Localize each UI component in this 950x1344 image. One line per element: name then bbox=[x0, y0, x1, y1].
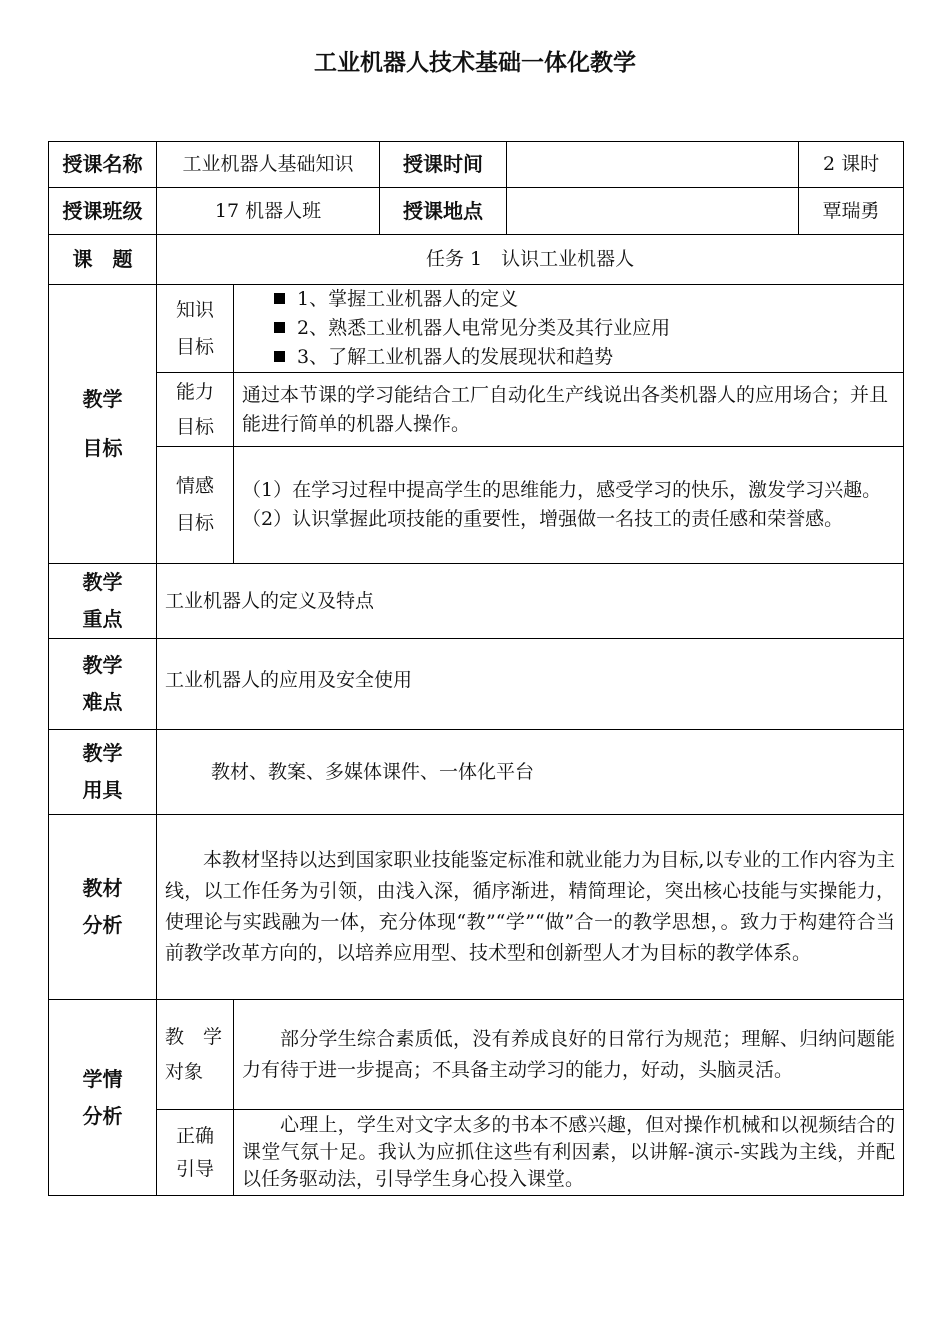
students-label-line2: 分析 bbox=[82, 1103, 123, 1128]
row-students-target bbox=[49, 1000, 904, 1110]
row-class bbox=[49, 188, 904, 235]
row-tools bbox=[49, 730, 904, 815]
students-label-line1: 学情 bbox=[82, 1066, 123, 1091]
students-guide-label-line2: 引导 bbox=[175, 1157, 214, 1180]
material-value: 本教材坚持以达到国家职业技能鉴定标准和就业能力为目标,以专业的工作内容为主线，以工作任务为引领，由浅入深，循序渐进，精简理论，突出核心技能与实操能力，使理论与实践融为一体，充分体现“教”“学”“做”合一的教学思想，。致力于构建符合当前教学改革方向的，以培养应用型、技术型和创新型人才为目标的教学体系。 bbox=[157, 815, 904, 1000]
emotion-item-2: （2）认识掌握此项技能的重要性，增强做一名技工的责任感和荣誉感。 bbox=[242, 508, 844, 530]
row-students-guide bbox=[49, 1110, 904, 1196]
goals-label-line1: 教学 bbox=[82, 387, 123, 411]
document-title: 工业机器人技术基础一体化教学 bbox=[314, 50, 636, 76]
row-emotion-goal bbox=[49, 447, 904, 564]
goals-label-line2: 目标 bbox=[82, 436, 123, 460]
students-target-text: 部分学生综合素质低，没有养成良好的日常行为规范；理解、归纳问题能力有待于进一步提高；不具备主动学习的能力，好动，头脑灵活。 bbox=[234, 1000, 904, 1110]
goals-label bbox=[49, 285, 157, 564]
tools-label bbox=[49, 730, 157, 815]
ability-goal-label bbox=[157, 373, 234, 447]
list-item bbox=[274, 285, 895, 314]
square-bullet-icon bbox=[274, 351, 285, 362]
course-name-value: 工业机器人基础知识 bbox=[157, 142, 380, 188]
place-label: 授课地点 bbox=[380, 188, 507, 235]
key-points-label-line2: 重点 bbox=[82, 607, 123, 631]
lesson-plan-table bbox=[48, 141, 904, 1196]
material-label bbox=[49, 815, 157, 1000]
key-points-value: 工业机器人的定义及特点 bbox=[157, 564, 904, 639]
students-guide-text: 心理上，学生对文字太多的书本不感兴趣，但对操作机械和以视频结合的课堂气氛十足。我认为应抓住这些有利因素，以讲解-演示-实践为主线，并配以任务驱动法，引导学生身心投入课堂。 bbox=[234, 1110, 904, 1196]
square-bullet-icon bbox=[274, 322, 285, 333]
hours-value: 2 课时 bbox=[799, 142, 904, 188]
row-topic bbox=[49, 235, 904, 285]
knowledge-item-1: 1、掌握工业机器人的定义 bbox=[297, 288, 519, 310]
row-ability-goal bbox=[49, 373, 904, 447]
emotion-goal-text bbox=[234, 447, 904, 564]
students-guide-label-line1: 正确 bbox=[175, 1124, 214, 1147]
emotion-goal-label-line1: 情感 bbox=[175, 475, 214, 497]
knowledge-goal-label bbox=[157, 285, 234, 373]
difficulties-value: 工业机器人的应用及安全使用 bbox=[157, 639, 904, 730]
square-bullet-icon bbox=[274, 293, 285, 304]
knowledge-goal-label-line2: 目标 bbox=[175, 335, 214, 358]
tools-value: 教材、教案、多媒体课件、一体化平台 bbox=[157, 730, 904, 815]
knowledge-item-3: 3、了解工业机器人的发展现状和趋势 bbox=[297, 346, 614, 368]
course-name-label: 授课名称 bbox=[49, 142, 157, 188]
knowledge-item-2: 2、熟悉工业机器人电常见分类及其行业应用 bbox=[297, 317, 671, 339]
students-guide-label bbox=[157, 1110, 234, 1196]
tools-label-line1: 教学 bbox=[82, 741, 123, 765]
knowledge-goal-list bbox=[234, 285, 904, 373]
row-key-points bbox=[49, 564, 904, 639]
emotion-goal-label bbox=[157, 447, 234, 564]
ability-goal-text: 通过本节课的学习能结合工厂自动化生产线说出各类机器人的应用场合；并且能进行简单的机器人操作。 bbox=[234, 373, 904, 447]
class-label: 授课班级 bbox=[49, 188, 157, 235]
key-points-label bbox=[49, 564, 157, 639]
row-material bbox=[49, 815, 904, 1000]
students-label bbox=[49, 1000, 157, 1196]
difficulties-label bbox=[49, 639, 157, 730]
material-label-line1: 教材 bbox=[82, 876, 123, 900]
row-difficulties bbox=[49, 639, 904, 730]
material-label-line2: 分析 bbox=[82, 913, 123, 937]
list-item bbox=[274, 343, 895, 372]
students-target-label-line2: 对象 bbox=[165, 1060, 204, 1083]
topic-label: 课 题 bbox=[49, 235, 157, 285]
difficulties-label-line1: 教学 bbox=[82, 653, 123, 677]
students-target-label-line1: 教 学 bbox=[165, 1025, 223, 1048]
emotion-goal-label-line2: 目标 bbox=[175, 512, 214, 534]
tools-label-line2: 用具 bbox=[82, 778, 123, 802]
time-value bbox=[507, 142, 799, 188]
place-value bbox=[507, 188, 799, 235]
ability-goal-label-line2: 目标 bbox=[175, 415, 214, 438]
difficulties-label-line2: 难点 bbox=[82, 690, 123, 714]
row-knowledge-goal bbox=[49, 285, 904, 373]
row-course bbox=[49, 142, 904, 188]
students-target-label bbox=[157, 1000, 234, 1110]
time-label: 授课时间 bbox=[380, 142, 507, 188]
topic-value: 任务 1 认识工业机器人 bbox=[157, 235, 904, 285]
knowledge-goal-label-line1: 知识 bbox=[175, 298, 214, 321]
list-item bbox=[274, 314, 895, 343]
class-value: 17 机器人班 bbox=[157, 188, 380, 235]
key-points-label-line1: 教学 bbox=[82, 570, 123, 594]
emotion-item-1: （1）在学习过程中提高学生的思维能力，感受学习的快乐，激发学习兴趣。 bbox=[242, 479, 882, 501]
ability-goal-label-line1: 能力 bbox=[175, 380, 214, 403]
teacher-value: 覃瑞勇 bbox=[799, 188, 904, 235]
